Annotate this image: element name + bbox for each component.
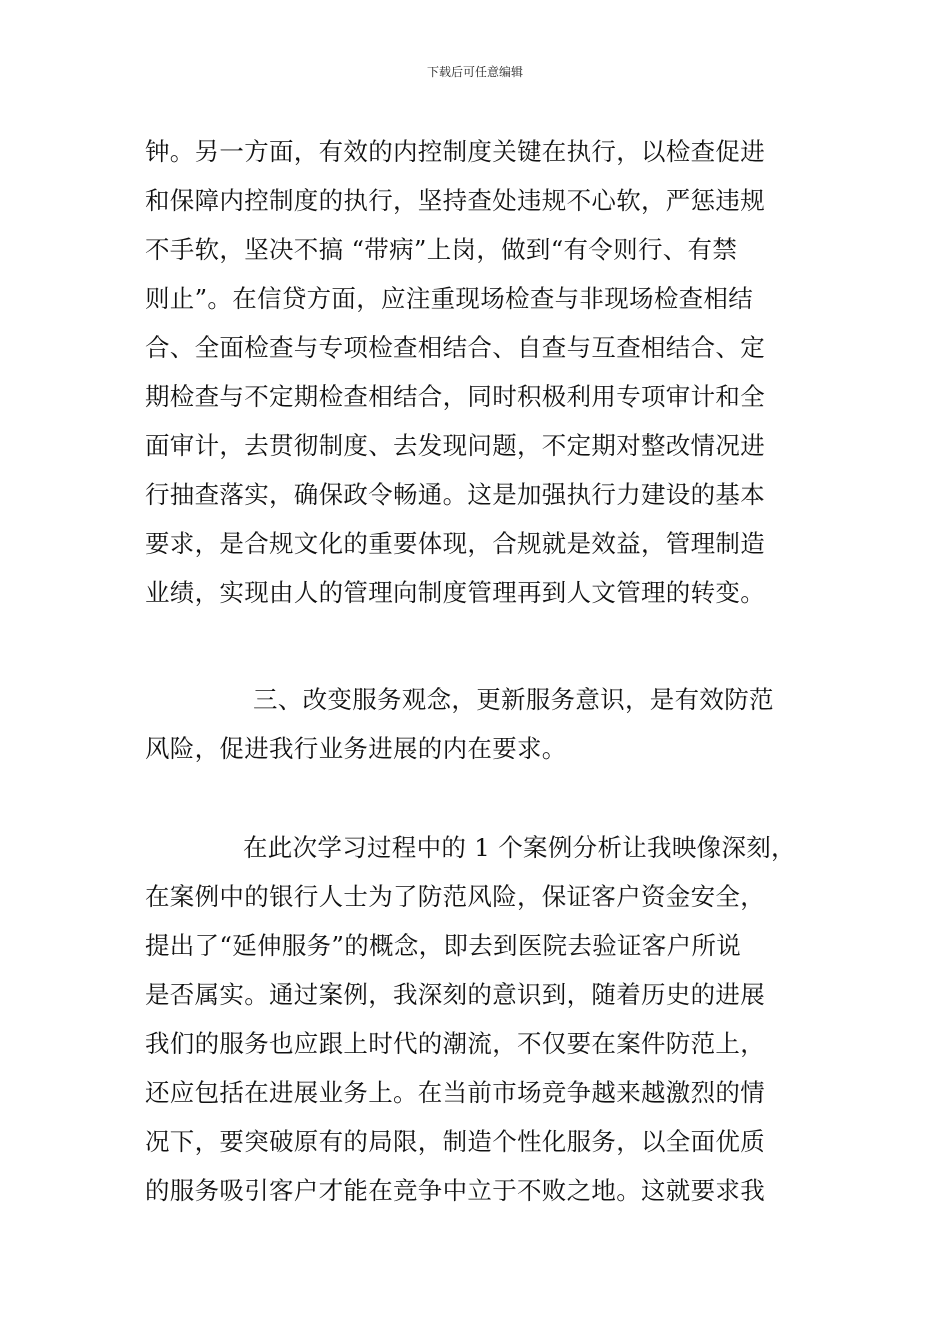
text-line: 我们的服务也应跟上时代的潮流，不仅要在案件防范上， xyxy=(145,1029,765,1058)
paragraph-case-study xyxy=(145,823,805,1215)
text-line: 是否属实。通过案例，我深刻的意识到，随着历史的进展 xyxy=(145,980,765,1009)
heading-line: 风险，促进我行业务进展的内在要求。 xyxy=(145,734,567,763)
section-heading-three xyxy=(145,675,805,773)
heading-line: 三、改变服务观念，更新服务意识，是有效防范 xyxy=(253,685,774,714)
text-line: 不手软，坚决不搞 “带病”上岗，做到“有令则行、有禁 xyxy=(145,235,738,264)
text-line: 在此次学习过程中的 1 个案例分析让我映像深刻， xyxy=(243,833,796,862)
text-line: 则止”。在信贷方面，应注重现场检查与非现场检查相结 xyxy=(145,284,754,313)
text-line: 要求，是合规文化的重要体现，合规就是效益，管理制造 xyxy=(145,529,765,558)
text-line: 提出了“延伸服务”的概念，即去到医院去验证客户所说 xyxy=(145,931,742,960)
text-line: 期检查与不定期检查相结合，同时积极利用专项审计和全 xyxy=(145,382,765,411)
text-line: 合、全面检查与专项检查相结合、自查与互查相结合、定 xyxy=(145,333,765,362)
page-header: 下载后可任意编辑 xyxy=(426,65,523,79)
text-line: 的服务吸引客户才能在竞争中立于不败之地。这就要求我 xyxy=(145,1176,765,1205)
text-line: 还应包括在进展业务上。在当前市场竞争越来越激烈的情 xyxy=(145,1078,765,1107)
text-line: 行抽查落实，确保政令畅通。这是加强执行力建设的基本 xyxy=(145,480,765,509)
paragraph-execution xyxy=(145,127,805,617)
text-line: 况下，要突破原有的局限，制造个性化服务，以全面优质 xyxy=(145,1127,765,1156)
text-line: 在案例中的银行人士为了防范风险，保证客户资金安全， xyxy=(145,882,765,911)
text-line: 面审计，去贯彻制度、去发现问题，不定期对整改情况进 xyxy=(145,431,765,460)
text-line: 钟。另一方面，有效的内控制度关键在执行，以检查促进 xyxy=(145,137,765,166)
text-line: 和保障内控制度的执行，坚持查处违规不心软，严惩违规 xyxy=(145,186,765,215)
text-line: 业绩，实现由人的管理向制度管理再到人文管理的转变。 xyxy=(145,578,765,607)
